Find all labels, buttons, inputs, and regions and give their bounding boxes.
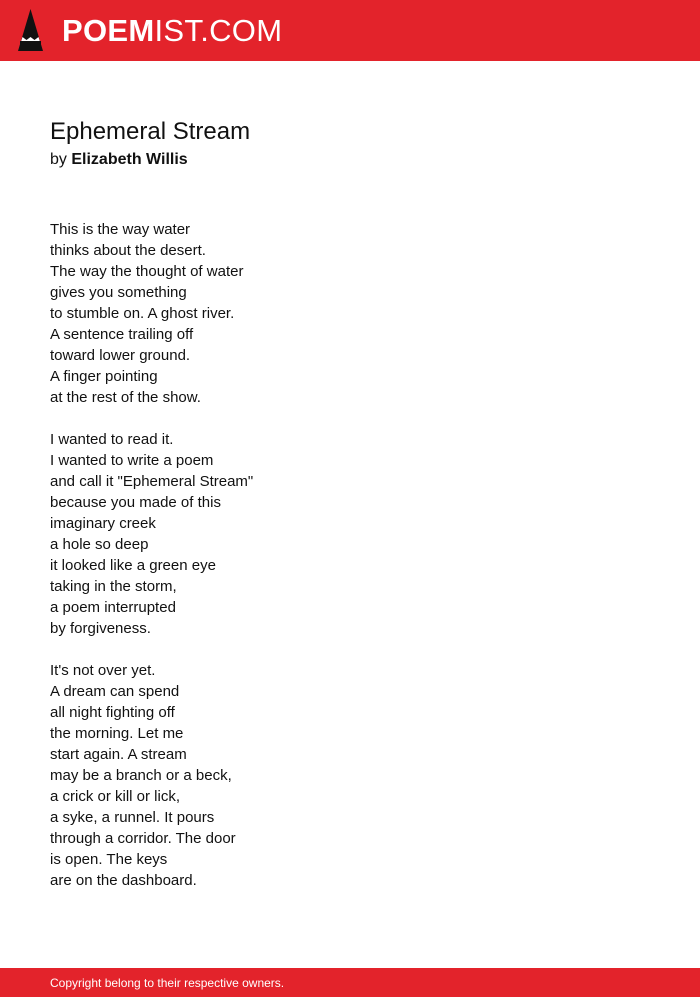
poem-line: I wanted to read it. [50,431,174,448]
poem-line: gives you something [50,284,187,301]
poem-line: a poem interrupted [50,599,176,616]
poem-line: taking in the storm, [50,578,177,595]
poem-line: through a corridor. The door [50,830,236,847]
poem-line: A sentence trailing off [50,326,194,343]
poem-line: It's not over yet. [50,662,156,679]
poem-line: and call it "Ephemeral Stream" [50,473,254,490]
poem-line: start again. A stream [50,746,187,763]
poem-line: by forgiveness. [50,620,151,637]
poem-line: I wanted to write a poem [50,452,214,469]
logo-light-text: IST.COM [154,13,283,48]
copyright-text: Copyright belong to their respective owners. [50,976,285,990]
poem-line: because you made of this [50,494,221,511]
logo-bold-text: POEM [62,13,155,48]
poem-line: at the rest of the show. [50,389,201,406]
site-header [0,0,700,61]
poem-line: A dream can spend [50,683,180,700]
poem-line: the morning. Let me [50,725,184,742]
poem-line: a crick or kill or lick, [50,788,181,805]
poem-line: may be a branch or a beck, [50,767,232,784]
poem-stanza [50,429,650,639]
poem-line: is open. The keys [50,851,168,868]
pencil-icon[interactable] [18,9,43,51]
byline [50,150,188,170]
poem-line: This is the way water [50,221,191,238]
site-footer [0,968,700,997]
poem-line: toward lower ground. [50,347,191,364]
poem-line: it looked like a green eye [50,557,216,574]
by-label: by [50,151,67,168]
poem-stanza [50,660,650,891]
poem-line: A finger pointing [50,368,158,385]
poem-line: a hole so deep [50,536,149,553]
poem-line: to stumble on. A ghost river. [50,305,235,322]
poem-line: all night fighting off [50,704,175,721]
poem-title: Ephemeral Stream [50,118,251,145]
poem-stanza [50,219,650,408]
site-logo[interactable] [62,12,282,50]
poem-line: imaginary creek [50,515,156,532]
poem-line: thinks about the desert. [50,242,206,259]
poem-line: The way the thought of water [50,263,244,280]
poem-line: are on the dashboard. [50,872,197,889]
poem-line: a syke, a runnel. It pours [50,809,215,826]
poem-body [50,219,650,912]
author-name: Elizabeth Willis [71,151,188,168]
